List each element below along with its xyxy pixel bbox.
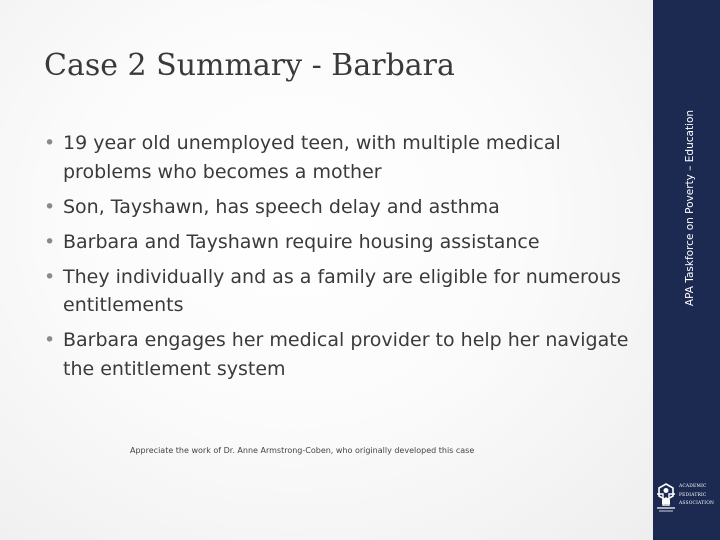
logo-text <box>679 483 720 509</box>
bullet-marker: • <box>44 265 56 288</box>
logo-text-line: ACADEMIC <box>679 484 707 489</box>
logo-text-line: PEDIATRIC <box>679 492 707 498</box>
bullet-text: They individually and as a family are eligible for numerous entitlements <box>63 265 621 316</box>
bullet-item <box>44 228 644 257</box>
bullet-text: 19 year old unemployed teen, with multiple medical problems who becomes a mother <box>63 132 561 183</box>
bullet-marker: • <box>44 230 56 253</box>
bullet-item <box>44 193 644 222</box>
bullet-item <box>44 263 644 320</box>
bullet-text: Son, Tayshawn, has speech delay and asthma <box>63 195 500 218</box>
credit-note: Appreciate the work of Dr. Anne Armstrong-Coben, who originally developed this case <box>130 446 475 455</box>
slide-title: Case 2 Summary - Barbara <box>44 48 455 83</box>
bullet-marker: • <box>44 195 56 218</box>
bullet-text: Barbara and Tayshawn require housing assistance <box>63 230 540 253</box>
academic-pediatric-association-emblem-icon <box>653 478 679 516</box>
sidebar-label: APA Taskforce on Poverty – Education <box>684 109 696 307</box>
bullet-list <box>44 129 644 390</box>
bullet-marker: • <box>44 132 56 154</box>
apa-logo <box>653 473 720 525</box>
bullet-item <box>44 326 644 383</box>
bullet-text: Barbara engages her medical provider to help her navigate the entitlement system <box>63 329 629 380</box>
bullet-marker: • <box>44 329 56 351</box>
bullet-item <box>44 129 644 186</box>
logo-text-line: ASSOCIATION <box>679 501 715 507</box>
